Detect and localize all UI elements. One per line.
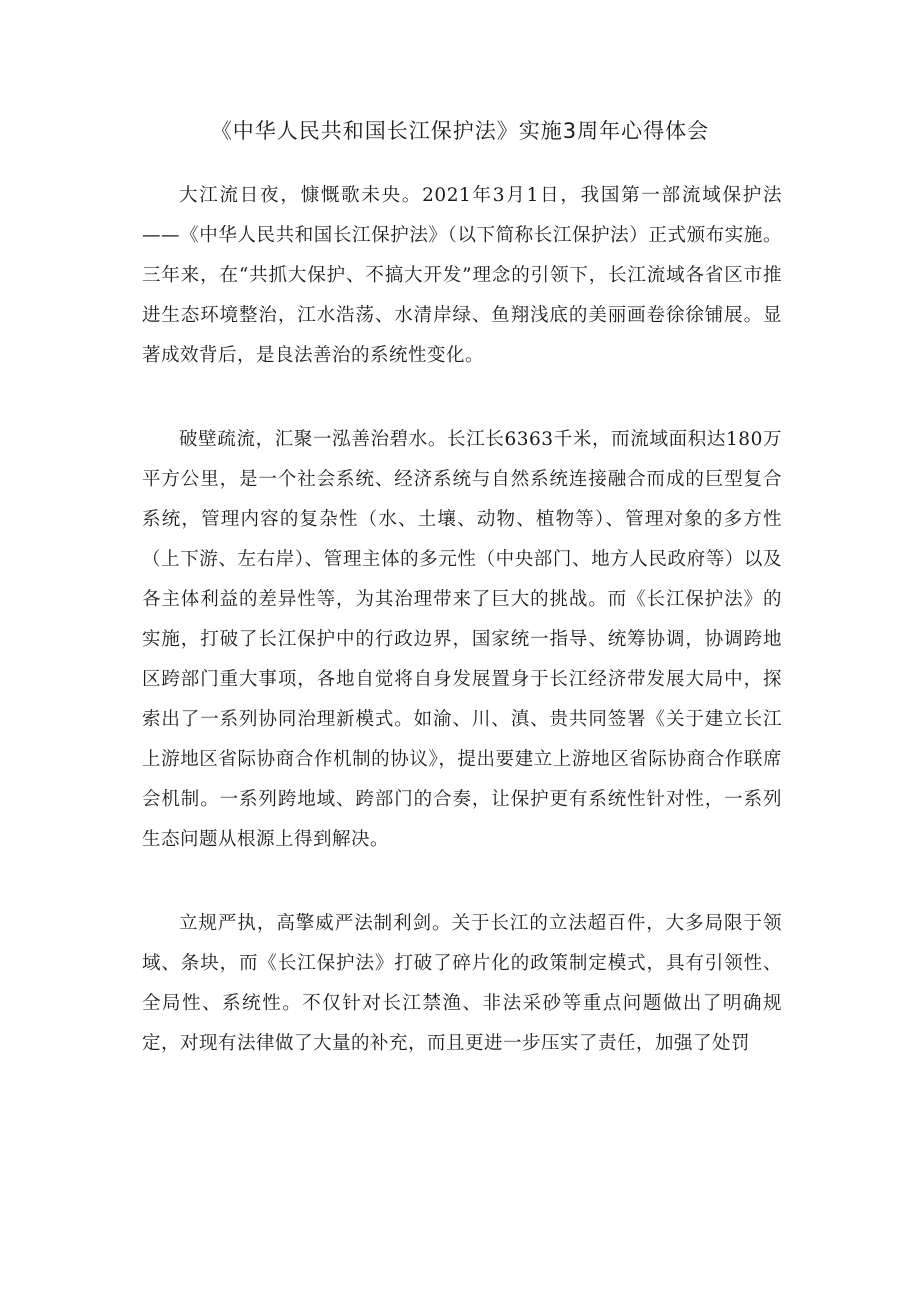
paragraph-legislation: 立规严执，高擎威严法制利剑。关于长江的立法超百件，大多局限于领域、条块，而《长江保护法》打破了碎片化的政策制定模式，具有引领性、全局性、系统性。不仅针对长江禁渔、非法采砂等重点问题做出了明确规定，对现有法律做了大量的补充，而且更进一步压实了责任，加强了处罚	[142, 913, 782, 1054]
paragraph-coordination: 破壁疏流，汇聚一泓善治碧水。长江长6363千米，而流域面积达180万平方公里，是一个社会系统、经济系统与自然系统连接融合而成的巨型复合系统，管理内容的复杂性（水、土壤、动物、植物等）、管理对象的多方性（上下游、左右岸）、管理主体的多元性（中央部门、地方人民政府等）以及各主体利益的差异性等，为其治理带来了巨大的挑战。而《长江保护法》的实施，打破了长江保护中的行政边界，国家统一指导、统筹协调，协调跨地区跨部门重大事项，各地自觉将自身发展置身于长江经济带发展大局中，探索出了一系列协同治理新模式。如渝、川、滇、贵共同签署《关于建立长江上游地区省际协商合作机制的协议》，提出要建立上游地区省际协商合作联席会机制。一系列跨地域、跨部门的合奏，让保护更有系统性针对性，一系列生态问题从根源上得到解决。	[142, 429, 782, 850]
document-body	[142, 176, 782, 1108]
paragraph-intro: 大江流日夜，慷慨歌未央。2021年3月1日，我国第一部流域保护法——《中华人民共和国长江保护法》（以下简称长江保护法）正式颁布实施。三年来，在“共抓大保护、不搞大开发”理念的引领下，长江流域各省区市推进生态环境整治，江水浩荡、水清岸绿、鱼翔浅底的美丽画卷徐徐铺展。显著成效背后，是良法善治的系统性变化。	[142, 185, 782, 366]
document-title: 《中华人民共和国长江保护法》实施3周年心得体会	[210, 119, 710, 143]
